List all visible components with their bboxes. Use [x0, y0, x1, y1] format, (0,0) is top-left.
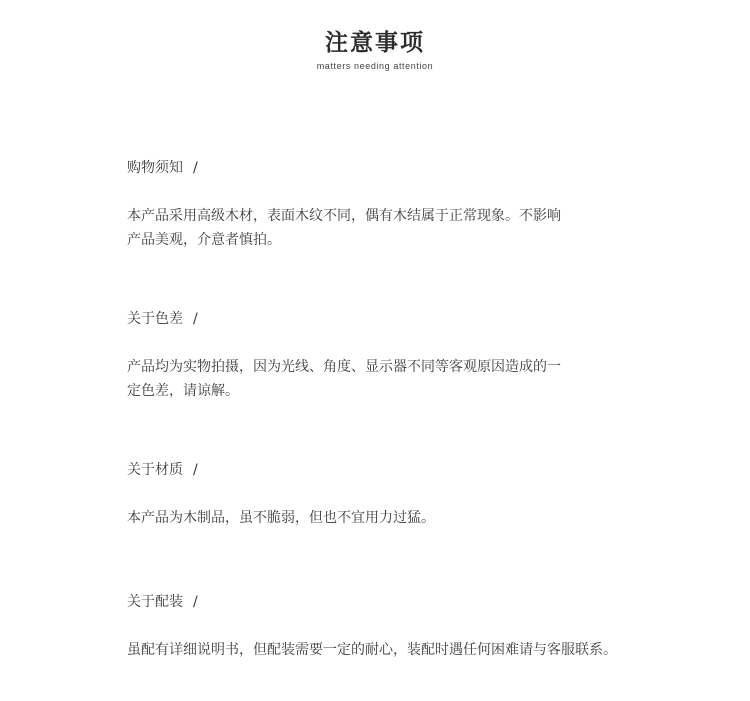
section-material: [127, 460, 727, 530]
heading-slash: /: [193, 160, 198, 176]
section-shopping-notice: [127, 158, 727, 252]
page-header: [0, 26, 750, 72]
section-body: [127, 506, 727, 530]
body-line: 产品均为实物拍摄，因为光线、角度、显示器不同等客观原因造成的一: [127, 359, 561, 375]
page-subtitle: matters needing attention: [316, 61, 434, 71]
page-title: 注意事项: [325, 30, 425, 56]
heading-slash: /: [193, 462, 198, 478]
section-heading-label: 购物须知: [127, 160, 183, 176]
section-heading-label: 关于配装: [127, 594, 183, 610]
body-line: 定色差，请谅解。: [127, 383, 239, 399]
body-line: 虽配有详细说明书，但配装需要一定的耐心，装配时遇任何困难请与客服联系。: [127, 642, 617, 658]
body-line: 本产品采用高级木材，表面木纹不同，偶有木结属于正常现象。不影响: [127, 208, 561, 224]
body-line: 产品美观，介意者慎拍。: [127, 232, 281, 248]
section-heading: [127, 158, 727, 178]
section-heading-label: 关于色差: [127, 311, 183, 327]
section-color-difference: [127, 309, 727, 403]
body-line: 本产品为木制品，虽不脆弱，但也不宜用力过猛。: [127, 510, 435, 526]
section-assembly: [127, 592, 727, 662]
heading-slash: /: [193, 311, 198, 327]
section-heading: [127, 592, 727, 612]
section-body: [127, 204, 727, 252]
section-body: [127, 638, 727, 662]
section-heading: [127, 309, 727, 329]
heading-slash: /: [193, 594, 198, 610]
section-body: [127, 355, 727, 403]
section-heading: [127, 460, 727, 480]
section-heading-label: 关于材质: [127, 462, 183, 478]
